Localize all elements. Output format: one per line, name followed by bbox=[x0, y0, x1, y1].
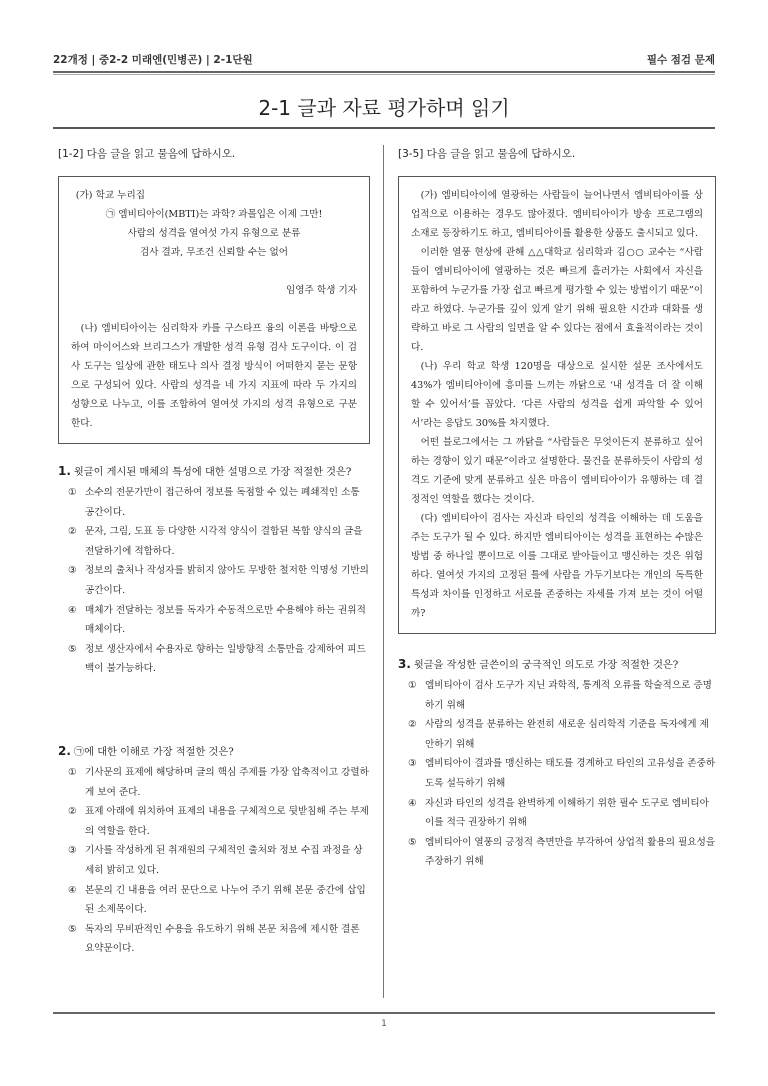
option-number: ⑤ bbox=[68, 923, 77, 935]
question-2-options bbox=[58, 763, 370, 959]
header-rule-thin bbox=[53, 74, 715, 75]
passage-paragraph: (가) 엠비티아이에 열광하는 사람들이 늘어나면서 엠비티아이를 상업적으로 이용하는 경우도 많아졌다. 엠비티아이가 방송 프로그램의 소재로 등장하기도 하고, 엠비티아이를 활용한 상품도 출시되고 있다. bbox=[411, 190, 703, 239]
option-number: ③ bbox=[68, 845, 77, 857]
question-1-text: 윗글이 게시된 매체의 특성에 대한 설명으로 가장 적절한 것은? bbox=[73, 467, 352, 478]
column-divider bbox=[383, 145, 384, 998]
page-header bbox=[53, 52, 715, 70]
answer-option[interactable] bbox=[58, 640, 370, 679]
answer-option[interactable] bbox=[58, 841, 370, 880]
question-3 bbox=[398, 654, 716, 872]
passage-paragraph: (나) 우리 학교 학생 120명을 대상으로 실시한 설문 조사에서도 43%가 엠비티아이에 흥미를 느끼는 까닭으로 ‘내 성격을 더 잘 이해할 수 있어서’를 꼽았다. ‘다른 사람의 성격을 쉽게 파악할 수 있어서’라는 응답도 30%를 차지했다. bbox=[411, 361, 703, 429]
option-text: 소수의 전문가만이 접근하여 정보를 독점할 수 있는 폐쇄적인 소통 공간이다. bbox=[85, 487, 360, 518]
left-column bbox=[58, 146, 370, 959]
option-text: 기사문의 표제에 해당하며 글의 핵심 주제를 가장 압축적이고 강렬하게 보여 준다. bbox=[85, 766, 369, 798]
option-number: ② bbox=[68, 526, 77, 538]
footer-rule bbox=[53, 1012, 715, 1014]
article-subheading-1: 사람의 성격을 열여섯 가지 유형으로 분류 bbox=[127, 228, 301, 239]
answer-option[interactable] bbox=[398, 715, 716, 754]
answer-option[interactable] bbox=[58, 802, 370, 841]
option-text: 엠비티아이 결과를 맹신하는 태도를 경계하고 타인의 고유성을 존중하도록 설득하기 위해 bbox=[425, 758, 716, 789]
question-3-number: 3. bbox=[398, 657, 411, 671]
option-number: ③ bbox=[68, 565, 77, 577]
option-text: 엠비티아이 검사 도구가 지닌 과학적, 통계적 오류를 학술적으로 증명하기 위해 bbox=[425, 680, 712, 711]
option-number: ② bbox=[408, 719, 417, 731]
question-2 bbox=[58, 741, 370, 959]
passage-box-1-2 bbox=[58, 176, 370, 444]
header-course-info: 22개정 | 중2-2 미래엔(민병곤) | 2-1단원 bbox=[53, 54, 253, 66]
option-number: ① bbox=[68, 487, 77, 498]
answer-option[interactable] bbox=[58, 763, 370, 802]
article-headline: ㉠ 엠비티아이(MBTI)는 과학? 과몰입은 이제 그만! bbox=[105, 209, 323, 220]
article-subheading-2: 검사 결과, 무조건 신뢰할 수는 없어 bbox=[139, 247, 289, 258]
option-text: 정보의 출처나 작성자를 밝히지 않아도 무방한 철저한 익명성 기반의 공간이다. bbox=[85, 565, 369, 596]
question-1 bbox=[58, 461, 370, 679]
header-rule bbox=[53, 71, 715, 73]
option-number: ④ bbox=[68, 604, 77, 616]
option-text: 엠비티아이 열풍의 긍정적 측면만을 부각하여 상업적 활용의 필요성을 주장하기 위해 bbox=[425, 836, 716, 868]
answer-option[interactable] bbox=[398, 794, 716, 833]
option-number: ① bbox=[68, 766, 77, 778]
passage-na-paragraph: (나) 엠비티아이는 심리학자 카를 구스타프 융의 이론을 바탕으로 하여 마이어스와 브리그스가 개발한 성격 유형 검사 도구이다. 이 검사 도구는 일상에 관한 태도나 의사 결정 방식이 어떠한지 묻는 문항으로 구성되어 있다. 사람의 성격을 네 가지 지표에 따라 두 가지의 성향으로 나누고, 이를 조합하여 열여섯 가지의 성격 유형으로 구분한다. bbox=[71, 323, 357, 429]
option-text: 기사를 작성하게 된 취재원의 구체적인 출처와 정보 수집 과정을 상세히 밝히고 있다. bbox=[85, 845, 363, 876]
option-number: ① bbox=[408, 680, 417, 691]
option-text: 문자, 그림, 도표 등 다양한 시각적 양식이 결합된 복합 양식의 글을 전달하기에 적합하다. bbox=[85, 526, 363, 557]
option-text: 표제 아래에 위치하여 표제의 내용을 구체적으로 뒷받침해 주는 부제의 역할을 한다. bbox=[85, 806, 369, 837]
answer-option[interactable] bbox=[58, 881, 370, 920]
option-number: ④ bbox=[68, 884, 77, 896]
question-2-text: ㉠에 대한 이해로 가장 적절한 것은? bbox=[73, 746, 234, 758]
answer-option[interactable] bbox=[58, 920, 370, 959]
question-2-stem bbox=[58, 741, 370, 763]
question-3-options bbox=[398, 676, 716, 872]
title-rule bbox=[53, 127, 715, 129]
option-text: 자신과 타인의 성격을 완벽하게 이해하기 위한 필수 도구로 엠비티아이를 적극 권장하기 위해 bbox=[425, 797, 709, 829]
question-1-number: 1. bbox=[58, 464, 71, 478]
answer-option[interactable] bbox=[398, 754, 716, 793]
passage-paragraph: 어떤 블로그에서는 그 까닭을 “사람들은 무엇이든지 분류하고 싶어 하는 경향이 있기 때문”이라고 설명한다. 물건을 분류하듯이 사람의 성격도 기준에 맞게 분류하고 싶은 마음이 엠비티아이가 유행하는 데 결정적인 역할을 했다는 것이다. bbox=[411, 437, 703, 505]
question-1-options bbox=[58, 483, 370, 679]
answer-option[interactable] bbox=[58, 483, 370, 522]
spacer bbox=[71, 262, 357, 281]
option-number: ③ bbox=[408, 758, 417, 770]
answer-option[interactable] bbox=[398, 676, 716, 715]
header-section-label: 필수 점검 문제 bbox=[646, 54, 715, 66]
article-byline: 임영주 학생 기자 bbox=[286, 285, 357, 296]
spacer bbox=[71, 300, 357, 319]
option-number: ② bbox=[68, 806, 77, 818]
option-text: 독자의 무비판적인 수용을 유도하기 위해 본문 처음에 제시한 결론 요약문이다. bbox=[85, 923, 360, 955]
option-number: ⑤ bbox=[408, 836, 417, 848]
instruction-3-5: [3-5] 다음 글을 읽고 물음에 답하시오. bbox=[398, 148, 576, 160]
option-text: 본문의 긴 내용을 여러 문단으로 나누어 주기 위해 본문 중간에 삽입된 소제목이다. bbox=[85, 884, 366, 916]
question-1-stem bbox=[58, 461, 370, 483]
option-text: 사람의 성격을 분류하는 완전히 새로운 심리학적 기준을 독자에게 제안하기 위해 bbox=[425, 719, 709, 750]
option-number: ⑤ bbox=[68, 643, 77, 655]
option-text: 매체가 전달하는 정보를 독자가 수동적으로만 수용해야 하는 권위적 매체이다. bbox=[85, 604, 366, 636]
option-number: ④ bbox=[408, 797, 417, 809]
instruction-1-2: [1-2] 다음 글을 읽고 물음에 답하시오. bbox=[58, 148, 236, 160]
passage-ga-heading: (가) 학교 누리집 bbox=[75, 190, 145, 201]
question-2-number: 2. bbox=[58, 743, 71, 758]
passage-paragraph: 이러한 열풍 현상에 관해 △△대학교 심리학과 김○○ 교수는 “사람들이 엠비티아이에 열광하는 것은 빠르게 흘러가는 사회에서 자신을 포함하여 누군가를 가장 쉽고 빠르게 평가할 수 있는 방법이기 때문”이라고 하였다. 누군가를 깊이 있게 알기 위해 필요한 시간과 대화를 생략하고 바로 그 사람의 일면을 알 수 있다는 점에서 효율적이라는 것이다. bbox=[411, 247, 703, 353]
question-3-stem bbox=[398, 654, 716, 676]
option-text: 정보 생산자에서 수용자로 향하는 일방향적 소통만을 강제하여 피드백이 불가능하다. bbox=[85, 643, 366, 675]
page-number: 1 bbox=[381, 1019, 387, 1029]
passage-box-3-5 bbox=[398, 176, 716, 634]
answer-option[interactable] bbox=[58, 561, 370, 600]
answer-option[interactable] bbox=[58, 522, 370, 561]
passage-paragraph: (다) 엠비티아이 검사는 자신과 타인의 성격을 이해하는 데 도움을 주는 도구가 될 수 있다. 하지만 엠비티아이는 성격을 표현하는 수많은 방법 중 하나일 뿐이므로 이를 그대로 받아들이고 맹신하는 것은 위험하다. 열여섯 가지의 고정된 틀에 사람을 가두기보다는 개인의 독특한 특성과 차이를 인정하고 서로를 존중하는 자세를 가져 보는 것이 어떨까? bbox=[411, 513, 703, 619]
question-3-text: 윗글을 작성한 글쓴이의 궁극적인 의도로 가장 적절한 것은? bbox=[413, 660, 679, 671]
answer-option[interactable] bbox=[58, 601, 370, 640]
right-column bbox=[398, 146, 716, 872]
answer-option[interactable] bbox=[398, 833, 716, 872]
page-title: 2-1 글과 자료 평가하며 읽기 bbox=[258, 96, 510, 120]
